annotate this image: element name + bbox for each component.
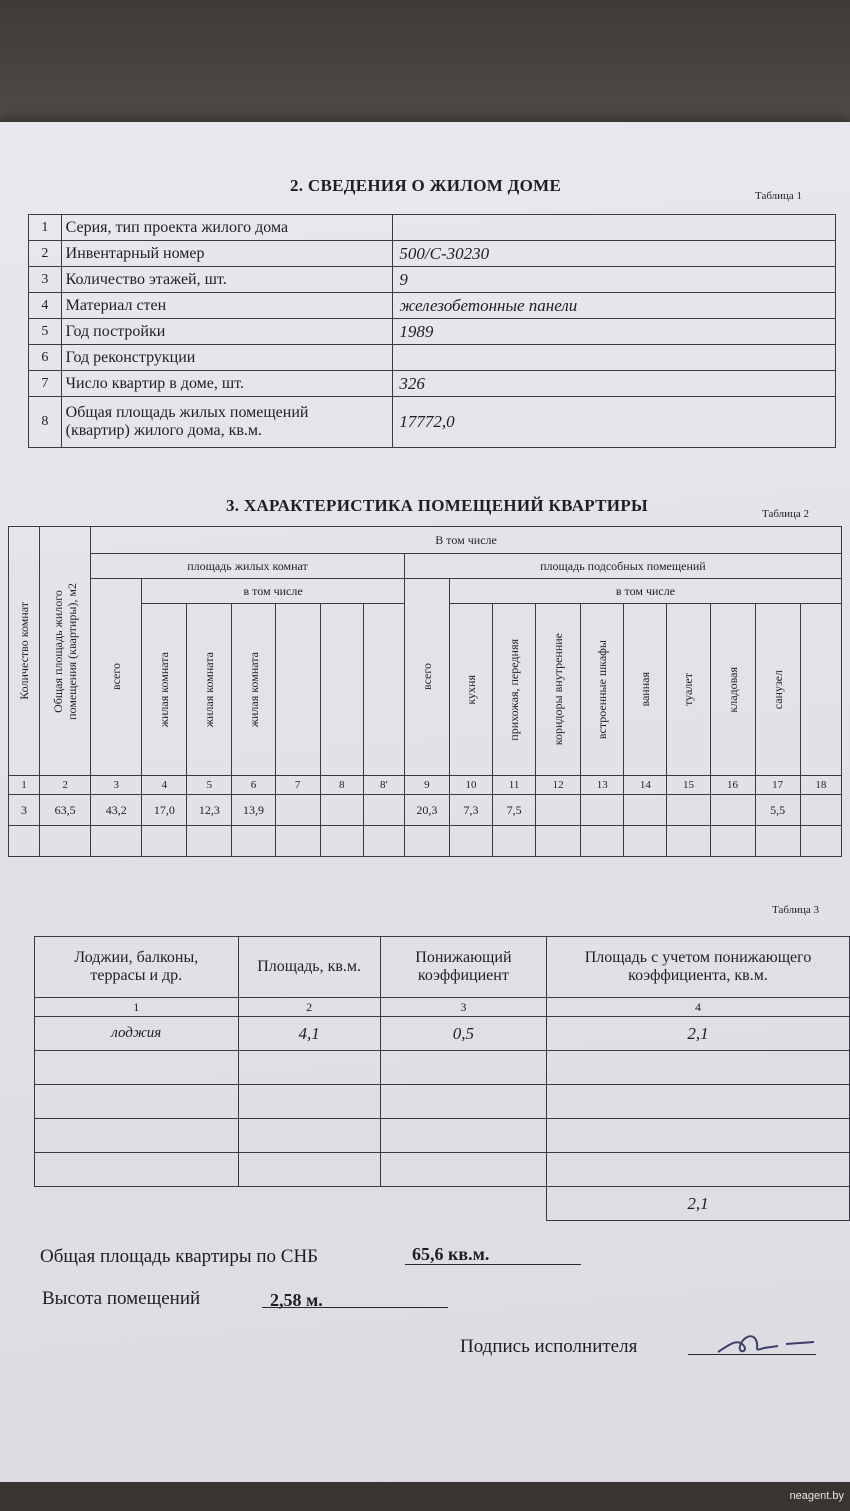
loggia-table: Лоджии, балконы, террасы и др. Площадь, кв.м. Понижающий коэффициент Площадь с учетом понижающего коэффициента, кв.м. 1 2 3 4 лоджия 4,1 0,5 2,1 2,1 (34, 936, 850, 1221)
total-area-underline (405, 1264, 581, 1265)
table-row: 1 Серия, тип проекта жилого дома (29, 215, 836, 241)
column-numbers-row: 1 2 3 4 5 6 7 8 8' 9 10 11 12 13 14 15 16 17 18 (9, 776, 842, 795)
table-row: 8 Общая площадь жилых помещений (квартир) жилого дома, кв.м. 17772,0 (29, 397, 836, 448)
watermark: neagent.by (789, 1490, 844, 1502)
table-row: 6 Год реконструкции (29, 345, 836, 371)
table1-label: Таблица 1 (755, 190, 803, 202)
table-row: 3 63,5 43,2 17,0 12,3 13,9 20,3 7,3 7,5 5,5 (9, 795, 842, 826)
table2-label: Таблица 2 (762, 508, 810, 520)
total-area-value: 65,6 кв.м. (412, 1244, 490, 1264)
table-row: 5 Год постройки 1989 (29, 319, 836, 345)
room-height-underline (262, 1307, 448, 1308)
table-row (35, 1085, 850, 1119)
table3-label: Таблица 3 (772, 904, 820, 916)
signature-scribble-icon (712, 1328, 822, 1362)
house-info-table (28, 214, 836, 448)
table-row: 7 Число квартир в доме, шт. 326 (29, 371, 836, 397)
room-height-label: Высота помещений (42, 1288, 201, 1309)
column-numbers-row: 1 2 3 4 (35, 998, 850, 1017)
table-row (35, 1153, 850, 1187)
table-row (35, 1119, 850, 1153)
apartment-rooms-table: Количество комнат Общая площадь жилого помещения (квартиры), м2 В том числе площадь жилых комнат площадь подсобных помещений всего в том числе всего в том числе жилая комната жилая комната жилая комната кухня прихожая, передняя коридоры внутренние встроенные шкафы ванная туалет кладовая санузел 1 2 3 4 5 6 7 8 8' 9 10 11 12 13 14 15 16 17 18 3 63,5 43,2 17,0 12,3 13,9 20,3 7,3 7,5 5,5 (8, 526, 842, 857)
table-row: 2 Инвентарный номер 500/С-30230 (29, 241, 836, 267)
total-row: 2,1 (35, 1187, 850, 1221)
background-bottom (0, 1482, 850, 1511)
table-row (9, 826, 842, 857)
table-row: лоджия 4,1 0,5 2,1 (35, 1017, 850, 1051)
section2-title: 2. СВЕДЕНИЯ О ЖИЛОМ ДОМЕ (290, 176, 562, 195)
table-row: 4 Материал стен железобетонные панели (29, 293, 836, 319)
table-row (35, 1051, 850, 1085)
signature-label: Подпись исполнителя (460, 1336, 638, 1357)
section3-title: 3. ХАРАКТЕРИСТИКА ПОМЕЩЕНИЙ КВАРТИРЫ (226, 496, 649, 515)
room-height-value: 2,58 м. (270, 1290, 323, 1310)
total-area-label: Общая площадь квартиры по СНБ (40, 1246, 319, 1267)
table-row: 3 Количество этажей, шт. 9 (29, 267, 836, 293)
